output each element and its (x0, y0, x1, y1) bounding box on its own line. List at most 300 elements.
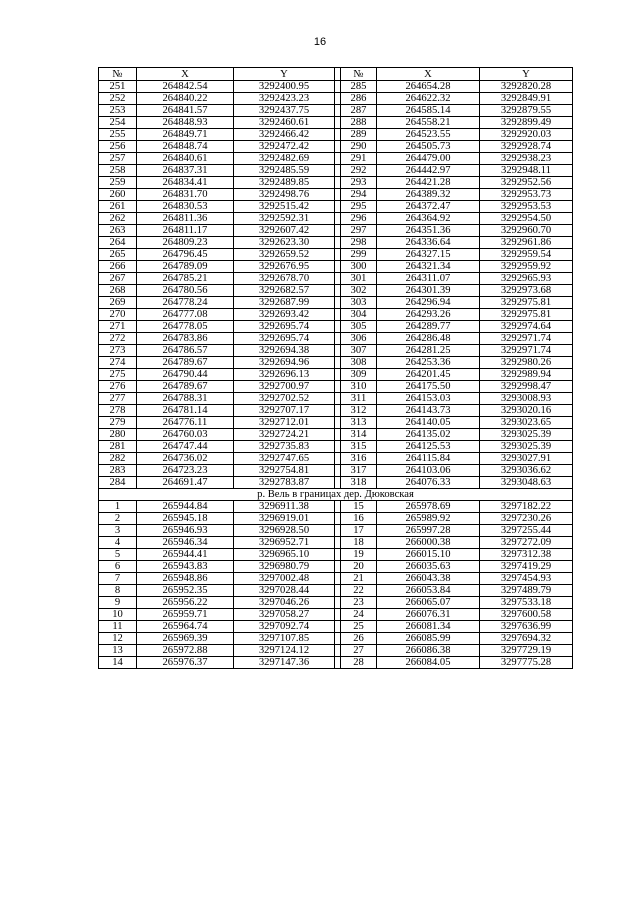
x-coordinate-right: 264327.15 (377, 249, 480, 261)
point-number-left: 7 (99, 573, 137, 585)
x-coordinate-right: 264286.48 (377, 333, 480, 345)
y-coordinate-left: 3297058.27 (234, 609, 335, 621)
x-coordinate-right: 264076.33 (377, 477, 480, 489)
y-coordinate-left: 3292694.38 (234, 345, 335, 357)
point-number-left: 256 (99, 141, 137, 153)
y-coordinate-left: 3297147.36 (234, 657, 335, 669)
y-coordinate-right: 3292920.03 (480, 129, 573, 141)
y-coordinate-left: 3292482.69 (234, 153, 335, 165)
y-coordinate-left: 3296928.50 (234, 525, 335, 537)
table-row (99, 513, 573, 525)
table-row (99, 93, 573, 105)
table-row (99, 225, 573, 237)
table-row (99, 273, 573, 285)
table-row (99, 561, 573, 573)
y-coordinate-left: 3292707.17 (234, 405, 335, 417)
y-coordinate-right: 3297454.93 (480, 573, 573, 585)
y-coordinate-left: 3292702.52 (234, 393, 335, 405)
point-number-right: 15 (341, 501, 377, 513)
x-coordinate-left: 264811.36 (137, 213, 234, 225)
point-number-right: 18 (341, 537, 377, 549)
x-coordinate-left: 264811.17 (137, 225, 234, 237)
table-row (99, 585, 573, 597)
x-coordinate-right: 266035.63 (377, 561, 480, 573)
y-coordinate-right: 3292959.92 (480, 261, 573, 273)
y-coordinate-right: 3293020.16 (480, 405, 573, 417)
point-number-left: 280 (99, 429, 137, 441)
x-coordinate-left: 265964.74 (137, 621, 234, 633)
y-coordinate-right: 3297419.29 (480, 561, 573, 573)
x-coordinate-left: 264760.03 (137, 429, 234, 441)
table-row (99, 537, 573, 549)
point-number-left: 284 (99, 477, 137, 489)
y-coordinate-left: 3292460.61 (234, 117, 335, 129)
table-row (99, 105, 573, 117)
x-coordinate-right: 264296.94 (377, 297, 480, 309)
x-coordinate-left: 264837.31 (137, 165, 234, 177)
x-coordinate-left: 265972.88 (137, 645, 234, 657)
x-coordinate-right: 264351.36 (377, 225, 480, 237)
point-number-right: 299 (341, 249, 377, 261)
header-num-left: № (99, 68, 137, 81)
y-coordinate-left: 3292659.52 (234, 249, 335, 261)
y-coordinate-left: 3292754.81 (234, 465, 335, 477)
x-coordinate-right: 264321.34 (377, 261, 480, 273)
point-number-left: 264 (99, 237, 137, 249)
y-coordinate-left: 3292472.42 (234, 141, 335, 153)
x-coordinate-right: 264293.26 (377, 309, 480, 321)
point-number-right: 309 (341, 369, 377, 381)
x-coordinate-left: 264809.23 (137, 237, 234, 249)
y-coordinate-left: 3292678.70 (234, 273, 335, 285)
table-row (99, 297, 573, 309)
y-coordinate-right: 3292961.86 (480, 237, 573, 249)
point-number-right: 25 (341, 621, 377, 633)
point-number-right: 317 (341, 465, 377, 477)
point-number-right: 310 (341, 381, 377, 393)
x-coordinate-right: 264125.53 (377, 441, 480, 453)
point-number-left: 6 (99, 561, 137, 573)
table-row (99, 429, 573, 441)
point-number-left: 283 (99, 465, 137, 477)
y-coordinate-right: 3292928.74 (480, 141, 573, 153)
point-number-right: 24 (341, 609, 377, 621)
point-number-left: 279 (99, 417, 137, 429)
y-coordinate-right: 3292971.74 (480, 333, 573, 345)
x-coordinate-right: 264153.03 (377, 393, 480, 405)
y-coordinate-left: 3292783.87 (234, 477, 335, 489)
y-coordinate-left: 3292747.65 (234, 453, 335, 465)
point-number-left: 262 (99, 213, 137, 225)
x-coordinate-right: 264289.77 (377, 321, 480, 333)
x-coordinate-left: 264830.53 (137, 201, 234, 213)
x-coordinate-left: 265959.71 (137, 609, 234, 621)
table-row (99, 609, 573, 621)
x-coordinate-right: 264372.47 (377, 201, 480, 213)
y-coordinate-right: 3292974.64 (480, 321, 573, 333)
y-coordinate-left: 3292724.21 (234, 429, 335, 441)
point-number-right: 285 (341, 81, 377, 93)
x-coordinate-right: 264442.97 (377, 165, 480, 177)
table-row (99, 417, 573, 429)
x-coordinate-right: 264558.21 (377, 117, 480, 129)
table-row (99, 153, 573, 165)
table-row (99, 549, 573, 561)
y-coordinate-right: 3297255.44 (480, 525, 573, 537)
x-coordinate-right: 265978.69 (377, 501, 480, 513)
point-number-right: 314 (341, 429, 377, 441)
y-coordinate-left: 3292437.75 (234, 105, 335, 117)
table-row (99, 369, 573, 381)
x-coordinate-right: 264585.14 (377, 105, 480, 117)
point-number-left: 257 (99, 153, 137, 165)
table-row (99, 81, 573, 93)
x-coordinate-left: 264831.70 (137, 189, 234, 201)
table-row (99, 621, 573, 633)
point-number-right: 316 (341, 453, 377, 465)
y-coordinate-left: 3292695.74 (234, 333, 335, 345)
x-coordinate-right: 264654.28 (377, 81, 480, 93)
table-row (99, 501, 573, 513)
point-number-right: 308 (341, 357, 377, 369)
y-coordinate-left: 3292712.01 (234, 417, 335, 429)
y-coordinate-right: 3297533.18 (480, 597, 573, 609)
point-number-right: 288 (341, 117, 377, 129)
point-number-right: 305 (341, 321, 377, 333)
x-coordinate-left: 264783.86 (137, 333, 234, 345)
y-coordinate-right: 3297230.26 (480, 513, 573, 525)
header-x-right: X (377, 68, 480, 81)
table-row (99, 129, 573, 141)
x-coordinate-left: 264841.57 (137, 105, 234, 117)
x-coordinate-right: 264336.64 (377, 237, 480, 249)
x-coordinate-left: 264778.24 (137, 297, 234, 309)
point-number-left: 263 (99, 225, 137, 237)
x-coordinate-left: 265956.22 (137, 597, 234, 609)
point-number-left: 252 (99, 93, 137, 105)
x-coordinate-left: 264786.57 (137, 345, 234, 357)
point-number-left: 251 (99, 81, 137, 93)
table-row (99, 117, 573, 129)
x-coordinate-right: 265997.28 (377, 525, 480, 537)
y-coordinate-left: 3297107.85 (234, 633, 335, 645)
x-coordinate-right: 264523.55 (377, 129, 480, 141)
x-coordinate-right: 266043.38 (377, 573, 480, 585)
x-coordinate-left: 264840.22 (137, 93, 234, 105)
x-coordinate-right: 264115.84 (377, 453, 480, 465)
table-row (99, 657, 573, 669)
point-number-right: 295 (341, 201, 377, 213)
table-row (99, 213, 573, 225)
table-row (99, 645, 573, 657)
y-coordinate-right: 3292820.28 (480, 81, 573, 93)
y-coordinate-right: 3292954.50 (480, 213, 573, 225)
y-coordinate-right: 3297272.09 (480, 537, 573, 549)
bottom-section-body (99, 501, 573, 669)
x-coordinate-left: 264789.67 (137, 381, 234, 393)
y-coordinate-left: 3292485.59 (234, 165, 335, 177)
y-coordinate-right: 3293025.39 (480, 429, 573, 441)
header-y-right: Y (480, 68, 573, 81)
point-number-left: 258 (99, 165, 137, 177)
x-coordinate-left: 264777.08 (137, 309, 234, 321)
point-number-left: 253 (99, 105, 137, 117)
section-title: р. Вель в границах дер. Дюковская (99, 489, 573, 501)
table-row (99, 465, 573, 477)
x-coordinate-left: 264723.23 (137, 465, 234, 477)
x-coordinate-right: 264140.05 (377, 417, 480, 429)
y-coordinate-right: 3297312.38 (480, 549, 573, 561)
point-number-right: 313 (341, 417, 377, 429)
table-row (99, 201, 573, 213)
point-number-left: 269 (99, 297, 137, 309)
table-row (99, 309, 573, 321)
y-coordinate-left: 3292607.42 (234, 225, 335, 237)
y-coordinate-right: 3292952.56 (480, 177, 573, 189)
y-coordinate-right: 3293048.63 (480, 477, 573, 489)
point-number-left: 276 (99, 381, 137, 393)
point-number-left: 3 (99, 525, 137, 537)
x-coordinate-left: 264736.02 (137, 453, 234, 465)
y-coordinate-right: 3292973.68 (480, 285, 573, 297)
x-coordinate-right: 266015.10 (377, 549, 480, 561)
x-coordinate-right: 264311.07 (377, 273, 480, 285)
x-coordinate-left: 264788.31 (137, 393, 234, 405)
y-coordinate-right: 3292899.49 (480, 117, 573, 129)
x-coordinate-left: 264848.74 (137, 141, 234, 153)
point-number-left: 266 (99, 261, 137, 273)
x-coordinate-left: 264780.56 (137, 285, 234, 297)
table-row (99, 177, 573, 189)
point-number-left: 272 (99, 333, 137, 345)
y-coordinate-right: 3297489.79 (480, 585, 573, 597)
coordinates-table (98, 67, 573, 669)
x-coordinate-right: 266000.38 (377, 537, 480, 549)
y-coordinate-left: 3292676.95 (234, 261, 335, 273)
y-coordinate-left: 3292735.83 (234, 441, 335, 453)
y-coordinate-left: 3292687.99 (234, 297, 335, 309)
point-number-right: 289 (341, 129, 377, 141)
table-row (99, 633, 573, 645)
point-number-right: 300 (341, 261, 377, 273)
y-coordinate-right: 3292989.94 (480, 369, 573, 381)
x-coordinate-left: 264790.44 (137, 369, 234, 381)
table-row (99, 357, 573, 369)
point-number-right: 311 (341, 393, 377, 405)
table-row (99, 141, 573, 153)
point-number-right: 19 (341, 549, 377, 561)
point-number-right: 315 (341, 441, 377, 453)
y-coordinate-left: 3292700.97 (234, 381, 335, 393)
y-coordinate-right: 3292953.53 (480, 201, 573, 213)
point-number-left: 255 (99, 129, 137, 141)
x-coordinate-right: 264505.73 (377, 141, 480, 153)
y-coordinate-right: 3292960.70 (480, 225, 573, 237)
point-number-left: 9 (99, 597, 137, 609)
y-coordinate-left: 3297046.26 (234, 597, 335, 609)
y-coordinate-left: 3292489.85 (234, 177, 335, 189)
y-coordinate-right: 3292959.54 (480, 249, 573, 261)
point-number-right: 17 (341, 525, 377, 537)
y-coordinate-right: 3292879.55 (480, 105, 573, 117)
point-number-right: 293 (341, 177, 377, 189)
y-coordinate-left: 3296980.79 (234, 561, 335, 573)
x-coordinate-left: 264848.93 (137, 117, 234, 129)
point-number-left: 267 (99, 273, 137, 285)
x-coordinate-left: 264834.41 (137, 177, 234, 189)
y-coordinate-right: 3292948.11 (480, 165, 573, 177)
section-title-body (99, 489, 573, 501)
x-coordinate-left: 265952.35 (137, 585, 234, 597)
point-number-left: 277 (99, 393, 137, 405)
header-y-left: Y (234, 68, 335, 81)
point-number-left: 261 (99, 201, 137, 213)
header-row (99, 68, 573, 81)
y-coordinate-left: 3292623.30 (234, 237, 335, 249)
point-number-right: 297 (341, 225, 377, 237)
x-coordinate-right: 266084.05 (377, 657, 480, 669)
x-coordinate-left: 264842.54 (137, 81, 234, 93)
y-coordinate-left: 3292498.76 (234, 189, 335, 201)
y-coordinate-left: 3292515.42 (234, 201, 335, 213)
y-coordinate-right: 3297600.58 (480, 609, 573, 621)
y-coordinate-right: 3292965.93 (480, 273, 573, 285)
point-number-left: 11 (99, 621, 137, 633)
y-coordinate-left: 3297092.74 (234, 621, 335, 633)
x-coordinate-right: 264103.06 (377, 465, 480, 477)
x-coordinate-left: 264747.44 (137, 441, 234, 453)
point-number-right: 291 (341, 153, 377, 165)
y-coordinate-left: 3292400.95 (234, 81, 335, 93)
header-num-right: № (341, 68, 377, 81)
x-coordinate-right: 264479.00 (377, 153, 480, 165)
table-row (99, 405, 573, 417)
point-number-right: 298 (341, 237, 377, 249)
point-number-right: 21 (341, 573, 377, 585)
x-coordinate-right: 264143.73 (377, 405, 480, 417)
table-row (99, 189, 573, 201)
x-coordinate-right: 266086.38 (377, 645, 480, 657)
point-number-left: 2 (99, 513, 137, 525)
table-row (99, 441, 573, 453)
point-number-right: 23 (341, 597, 377, 609)
table-row (99, 597, 573, 609)
y-coordinate-left: 3292466.42 (234, 129, 335, 141)
point-number-right: 20 (341, 561, 377, 573)
x-coordinate-right: 264175.50 (377, 381, 480, 393)
y-coordinate-right: 3292953.73 (480, 189, 573, 201)
x-coordinate-left: 265969.39 (137, 633, 234, 645)
point-number-left: 8 (99, 585, 137, 597)
y-coordinate-right: 3297729.19 (480, 645, 573, 657)
point-number-right: 296 (341, 213, 377, 225)
point-number-right: 306 (341, 333, 377, 345)
y-coordinate-right: 3293023.65 (480, 417, 573, 429)
x-coordinate-left: 265976.37 (137, 657, 234, 669)
y-coordinate-left: 3292696.13 (234, 369, 335, 381)
table-row (99, 261, 573, 273)
y-coordinate-left: 3292693.42 (234, 309, 335, 321)
x-coordinate-right: 264301.39 (377, 285, 480, 297)
table-row (99, 477, 573, 489)
top-section-body (99, 81, 573, 489)
point-number-left: 10 (99, 609, 137, 621)
x-coordinate-left: 264789.09 (137, 261, 234, 273)
x-coordinate-right: 264281.25 (377, 345, 480, 357)
y-coordinate-right: 3297636.99 (480, 621, 573, 633)
x-coordinate-right: 266081.34 (377, 621, 480, 633)
y-coordinate-left: 3296919.01 (234, 513, 335, 525)
point-number-right: 312 (341, 405, 377, 417)
x-coordinate-left: 264796.45 (137, 249, 234, 261)
table-row (99, 165, 573, 177)
x-coordinate-right: 266085.99 (377, 633, 480, 645)
y-coordinate-left: 3292694.96 (234, 357, 335, 369)
table-row (99, 393, 573, 405)
y-coordinate-right: 3297775.28 (480, 657, 573, 669)
point-number-right: 303 (341, 297, 377, 309)
x-coordinate-left: 264781.14 (137, 405, 234, 417)
y-coordinate-right: 3292971.74 (480, 345, 573, 357)
y-coordinate-right: 3293008.93 (480, 393, 573, 405)
point-number-left: 13 (99, 645, 137, 657)
table-row (99, 345, 573, 357)
point-number-left: 260 (99, 189, 137, 201)
x-coordinate-right: 265989.92 (377, 513, 480, 525)
point-number-right: 287 (341, 105, 377, 117)
table-row (99, 381, 573, 393)
y-coordinate-right: 3292980.26 (480, 357, 573, 369)
x-coordinate-right: 264201.45 (377, 369, 480, 381)
point-number-left: 270 (99, 309, 137, 321)
y-coordinate-right: 3292975.81 (480, 309, 573, 321)
y-coordinate-left: 3292682.57 (234, 285, 335, 297)
x-coordinate-left: 264849.71 (137, 129, 234, 141)
table-row (99, 573, 573, 585)
point-number-right: 304 (341, 309, 377, 321)
y-coordinate-right: 3293027.91 (480, 453, 573, 465)
table-row (99, 249, 573, 261)
table-row (99, 333, 573, 345)
y-coordinate-left: 3292423.23 (234, 93, 335, 105)
section-title-row (99, 489, 573, 501)
x-coordinate-left: 265945.18 (137, 513, 234, 525)
y-coordinate-right: 3293025.39 (480, 441, 573, 453)
point-number-left: 278 (99, 405, 137, 417)
x-coordinate-left: 265946.34 (137, 537, 234, 549)
y-coordinate-left: 3297028.44 (234, 585, 335, 597)
point-number-left: 273 (99, 345, 137, 357)
point-number-left: 4 (99, 537, 137, 549)
point-number-right: 28 (341, 657, 377, 669)
x-coordinate-left: 265944.84 (137, 501, 234, 513)
x-coordinate-left: 264840.61 (137, 153, 234, 165)
y-coordinate-left: 3296965.10 (234, 549, 335, 561)
point-number-left: 5 (99, 549, 137, 561)
point-number-left: 14 (99, 657, 137, 669)
point-number-left: 274 (99, 357, 137, 369)
x-coordinate-left: 265946.93 (137, 525, 234, 537)
x-coordinate-left: 264691.47 (137, 477, 234, 489)
y-coordinate-left: 3296952.71 (234, 537, 335, 549)
point-number-right: 27 (341, 645, 377, 657)
point-number-right: 22 (341, 585, 377, 597)
point-number-right: 294 (341, 189, 377, 201)
y-coordinate-right: 3292938.23 (480, 153, 573, 165)
x-coordinate-right: 264389.32 (377, 189, 480, 201)
x-coordinate-right: 266065.07 (377, 597, 480, 609)
y-coordinate-left: 3292592.31 (234, 213, 335, 225)
